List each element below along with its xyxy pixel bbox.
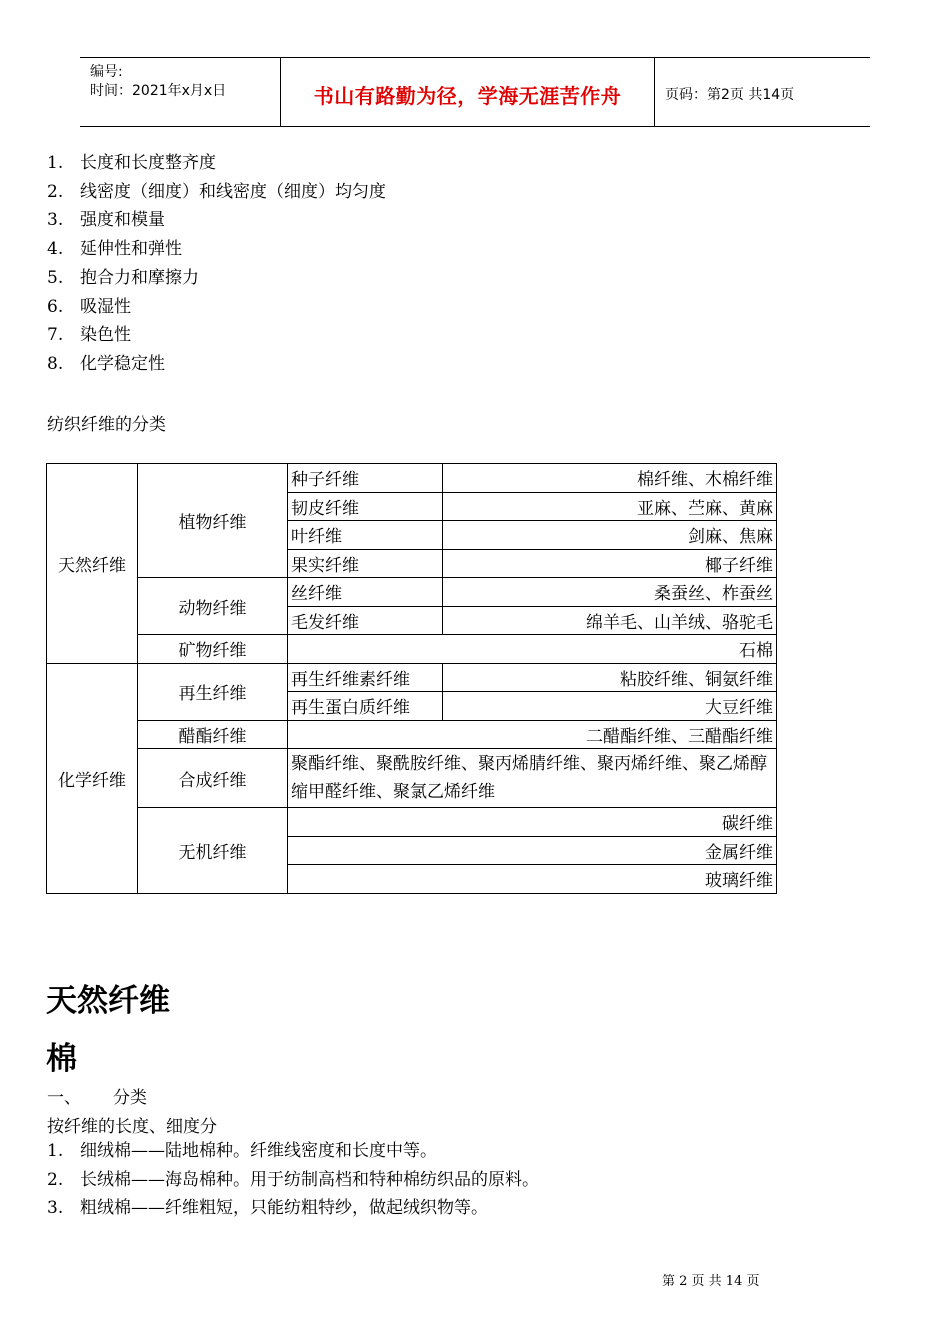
code-label: 编号: [90, 64, 123, 80]
cotton-types-list [47, 1137, 539, 1223]
hair-fiber-examples: 绵羊毛、山羊绒、骆驼毛 [443, 606, 777, 635]
synthetic-fiber-examples: 聚酯纤维、聚酰胺纤维、聚丙烯腈纤维、聚丙烯纤维、聚乙烯醇缩甲醛纤维、聚氯乙烯纤维 [288, 749, 777, 808]
hair-fiber-cell: 毛发纤维 [288, 606, 443, 635]
heading-natural-fiber: 天然纤维 [46, 983, 170, 1019]
motto: 书山有路勤为径，学海无涯苦作舟 [313, 84, 622, 108]
list-item: 1. 长度和长度整齐度 [47, 153, 216, 173]
intro-text: 按纤维的长度、细度分 [47, 1117, 217, 1137]
metal-fiber-cell: 金属纤维 [288, 836, 777, 865]
plant-fiber-cell: 植物纤维 [138, 464, 288, 578]
synthetic-fiber-cell: 合成纤维 [138, 749, 288, 808]
list-item: 4. 延伸性和弹性 [47, 239, 182, 260]
header-meta-cell [80, 58, 281, 126]
chemical-fiber-cell: 化学纤维 [47, 663, 138, 893]
header-page-cell [655, 58, 870, 126]
regen-protein-cell: 再生蛋白质纤维 [288, 692, 443, 721]
list-item: 3. 粗绒棉——纤维粗短，只能纺粗特纱，做起绒织物等。 [47, 1198, 488, 1219]
time-label: 时间：2021年x月x日 [90, 83, 227, 99]
list-item: 3. 强度和模量 [47, 210, 165, 231]
header-motto-cell [281, 58, 655, 126]
bast-fiber-examples: 亚麻、苎麻、黄麻 [443, 492, 777, 521]
regenerated-fiber-cell: 再生纤维 [138, 663, 288, 720]
acetate-fiber-cell: 醋酯纤维 [138, 720, 288, 749]
carbon-fiber-cell: 碳纤维 [288, 808, 777, 837]
list-item: 8. 化学稳定性 [47, 353, 165, 374]
inorganic-fiber-cell: 无机纤维 [138, 808, 288, 894]
regen-cellulose-examples: 粘胶纤维、铜氨纤维 [443, 663, 777, 692]
mineral-fiber-examples: 石棉 [288, 635, 777, 664]
glass-fiber-cell: 玻璃纤维 [288, 865, 777, 894]
regen-cellulose-cell: 再生纤维素纤维 [288, 663, 443, 692]
list-item: 7. 染色性 [47, 325, 131, 346]
silk-fiber-examples: 桑蚕丝、柞蚕丝 [443, 578, 777, 607]
page-code: 页码：第2页 共14页 [665, 87, 795, 103]
silk-fiber-cell: 丝纤维 [288, 578, 443, 607]
seed-fiber-cell: 种子纤维 [288, 464, 443, 493]
bast-fiber-cell: 韧皮纤维 [288, 492, 443, 521]
seed-fiber-examples: 棉纤维、木棉纤维 [443, 464, 777, 493]
list-item: 6. 吸湿性 [47, 296, 131, 317]
page-footer: 第 2 页 共 14 页 [662, 1274, 760, 1289]
acetate-fiber-examples: 二醋酯纤维、三醋酯纤维 [288, 720, 777, 749]
properties-list [47, 149, 386, 379]
list-item: 2. 长绒棉——海岛棉种。用于纺制高档和特种棉纺织品的原料。 [47, 1169, 539, 1190]
list-item: 2. 线密度（细度）和线密度（细度）均匀度 [47, 181, 386, 202]
heading-cotton: 棉 [46, 1041, 77, 1077]
natural-fiber-cell: 天然纤维 [47, 464, 138, 664]
list-item: 5. 抱合力和摩擦力 [47, 267, 199, 288]
fiber-classification-table [46, 463, 777, 894]
animal-fiber-cell: 动物纤维 [138, 578, 288, 635]
leaf-fiber-cell: 叶纤维 [288, 521, 443, 550]
fruit-fiber-cell: 果实纤维 [288, 549, 443, 578]
list-item: 1. 细绒棉——陆地棉种。纤维线密度和长度中等。 [47, 1141, 437, 1161]
page-header [80, 57, 870, 127]
mineral-fiber-cell: 矿物纤维 [138, 635, 288, 664]
classification-title: 纺织纤维的分类 [47, 415, 166, 435]
section-heading: 一、 分类 [47, 1088, 147, 1108]
fruit-fiber-examples: 椰子纤维 [443, 549, 777, 578]
regen-protein-examples: 大豆纤维 [443, 692, 777, 721]
leaf-fiber-examples: 剑麻、焦麻 [443, 521, 777, 550]
